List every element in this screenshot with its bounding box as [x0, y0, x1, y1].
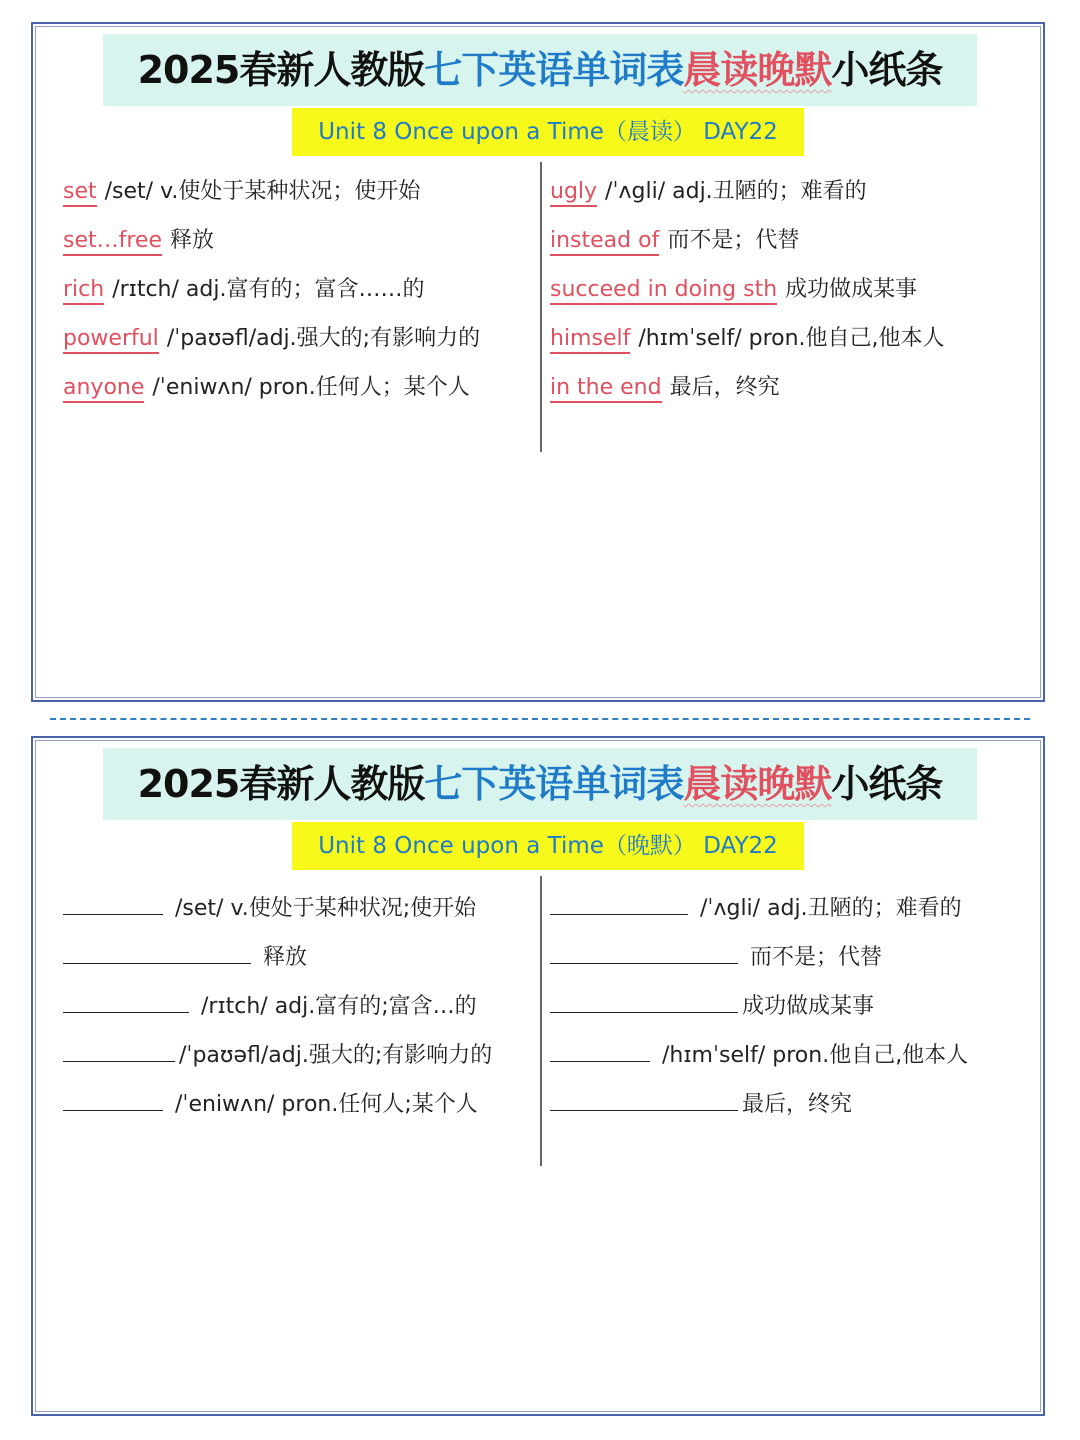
vocab-definition: /ˈpaʊəfl/adj.强大的;有影响力的	[166, 326, 481, 351]
vocab-definition: 释放	[170, 228, 215, 253]
vocab-word: instead of	[550, 228, 659, 256]
vocab-row	[550, 370, 1020, 419]
vocab-definition: /ˈʌgli/ adj.丑陋的；难看的	[605, 179, 867, 204]
page-title	[103, 34, 977, 106]
vocab-word: powerful	[63, 326, 159, 354]
vocab-definition: /ˈeniwʌn/ pron.任何人；某个人	[152, 375, 470, 400]
dictation-row	[63, 986, 533, 1035]
answer-blank[interactable]	[550, 1084, 738, 1111]
answer-blank[interactable]	[550, 937, 738, 964]
vocab-row	[550, 174, 1020, 223]
vocab-definition: /set/ v.使处于某种状况；使开始	[104, 179, 421, 204]
vocab-word: succeed in doing sth	[550, 277, 777, 305]
dictation-row	[550, 1035, 1020, 1084]
answer-blank[interactable]	[63, 888, 163, 915]
evening-card	[31, 736, 1045, 1416]
dictation-row	[63, 1035, 533, 1084]
vocab-row	[63, 174, 533, 223]
vocab-word: set…free	[63, 228, 162, 256]
page-title	[103, 748, 977, 820]
vocab-definition: /hɪmˈself/ pron.他自己,他本人	[638, 326, 945, 351]
dictation-definition: 释放	[263, 945, 308, 970]
morning-right-column	[550, 174, 1020, 419]
answer-blank[interactable]	[550, 986, 738, 1013]
unit-subtitle: Unit 8 Once upon a Time（晚默） DAY22	[292, 822, 804, 870]
answer-blank[interactable]	[63, 1035, 175, 1062]
vocab-row	[550, 272, 1020, 321]
vocab-row	[63, 370, 533, 419]
dictation-definition: 而不是；代替	[750, 945, 883, 970]
morning-card	[31, 22, 1045, 702]
title-part-edition: 2025春新人教版	[137, 762, 425, 806]
title-part-morning-evening: 晨读晚默	[683, 762, 832, 806]
dictation-definition: /set/ v.使处于某种状况;使开始	[175, 896, 477, 921]
dictation-row	[63, 1084, 533, 1133]
answer-blank[interactable]	[550, 1035, 650, 1062]
cut-line-divider	[50, 718, 1030, 720]
title-part-edition: 2025春新人教版	[137, 48, 425, 92]
dictation-row	[550, 937, 1020, 986]
dictation-row	[63, 937, 533, 986]
unit-subtitle: Unit 8 Once upon a Time（晨读） DAY22	[292, 108, 804, 156]
dictation-definition: /hɪmˈself/ pron.他自己,他本人	[662, 1043, 969, 1068]
vocab-definition: 最后，终究	[669, 375, 780, 400]
dictation-row	[63, 888, 533, 937]
vocab-word: himself	[550, 326, 630, 354]
evening-right-column	[550, 888, 1020, 1133]
vocab-row	[550, 321, 1020, 370]
answer-blank[interactable]	[63, 937, 251, 964]
title-part-wordlist: 七下英语单词表	[424, 762, 684, 806]
vocab-word: anyone	[63, 375, 144, 403]
answer-blank[interactable]	[63, 986, 189, 1013]
title-part-note: 小纸条	[831, 48, 943, 92]
title-part-wordlist: 七下英语单词表	[424, 48, 684, 92]
dictation-definition: /rɪtch/ adj.富有的;富含…的	[201, 994, 477, 1019]
evening-left-column	[63, 888, 533, 1133]
vocab-word: ugly	[550, 179, 597, 207]
dictation-row	[550, 888, 1020, 937]
vocab-row	[63, 223, 533, 272]
answer-blank[interactable]	[63, 1084, 163, 1111]
vocab-word: in the end	[550, 375, 662, 403]
vocab-row	[63, 272, 533, 321]
title-part-note: 小纸条	[831, 762, 943, 806]
dictation-definition: /ˈʌgli/ adj.丑陋的；难看的	[700, 896, 962, 921]
dictation-definition: /ˈpaʊəfl/adj.强大的;有影响力的	[179, 1043, 493, 1068]
dictation-definition: 成功做成某事	[742, 994, 875, 1019]
column-divider	[540, 876, 542, 1166]
vocab-row	[550, 223, 1020, 272]
vocab-definition: 而不是；代替	[667, 228, 800, 253]
dictation-definition: 最后，终究	[742, 1092, 853, 1117]
dictation-definition: /ˈeniwʌn/ pron.任何人;某个人	[175, 1092, 478, 1117]
column-divider	[540, 162, 542, 452]
morning-left-column	[63, 174, 533, 419]
dictation-row	[550, 1084, 1020, 1133]
title-part-morning-evening: 晨读晚默	[683, 48, 832, 92]
vocab-definition: 成功做成某事	[785, 277, 918, 302]
dictation-row	[550, 986, 1020, 1035]
answer-blank[interactable]	[550, 888, 688, 915]
vocab-definition: /rɪtch/ adj.富有的；富含……的	[112, 277, 425, 302]
vocab-row	[63, 321, 533, 370]
vocab-word: set	[63, 179, 97, 207]
vocab-word: rich	[63, 277, 104, 305]
